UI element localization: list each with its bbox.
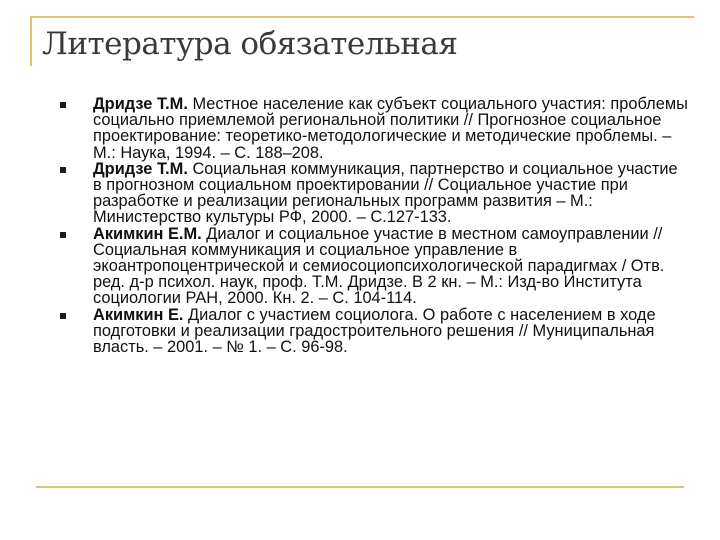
reference-author: Акимкин Е.М. bbox=[93, 224, 202, 243]
reference-item bbox=[60, 96, 690, 161]
bullet-icon bbox=[60, 167, 66, 173]
slide-title: Литература обязательная bbox=[42, 26, 458, 62]
bullet-icon bbox=[60, 313, 66, 319]
bullet-icon bbox=[60, 232, 66, 238]
frame-left-line bbox=[30, 16, 32, 66]
reference-author: Дридзе Т.М. bbox=[93, 159, 188, 178]
reference-text: Диалог и социальное участие в местном самоуправлении // Социальная коммуникация и социальное управление в экоантропоцентрической и семиосоциопсихологической парадигмах / Отв. ред. д-р психол. наук, проф. Т.М. Дридзе. В 2 кн. – М.: Изд-во Института социологии РАН, 2000. Кн. 2. – С. 104-114. bbox=[93, 224, 665, 308]
bullet-icon bbox=[60, 102, 66, 108]
reference-item bbox=[60, 161, 690, 226]
reference-author: Акимкин Е. bbox=[93, 305, 184, 324]
reference-text: Социальная коммуникация, партнерство и социальное участие в прогнозном социальном проектировании // Социальное участие при разработке и реализации региональных программ развития – М.: Министерство культуры РФ, 2000. – С.127-133. bbox=[93, 159, 678, 227]
frame-bottom-line bbox=[36, 486, 684, 488]
reference-author: Дридзе Т.М. bbox=[93, 95, 188, 113]
reference-list bbox=[60, 96, 690, 355]
reference-text: Местное население как субъект социального участия: проблемы социально приемлемой региональной политики // Прогнозное социальное проектирование: теоретико-методологические и методические проблемы. – М.: Наука, 1994. – С. 188–208. bbox=[93, 95, 688, 162]
reference-text: Диалог с участием социолога. О работе с населением в ходе подготовки и реализации градостроительного решения // Муниципальная власть. – 2001. – № 1. – С. 96-98. bbox=[93, 305, 656, 357]
frame-top-line bbox=[30, 16, 694, 18]
reference-item bbox=[60, 226, 690, 307]
reference-item bbox=[60, 307, 690, 356]
